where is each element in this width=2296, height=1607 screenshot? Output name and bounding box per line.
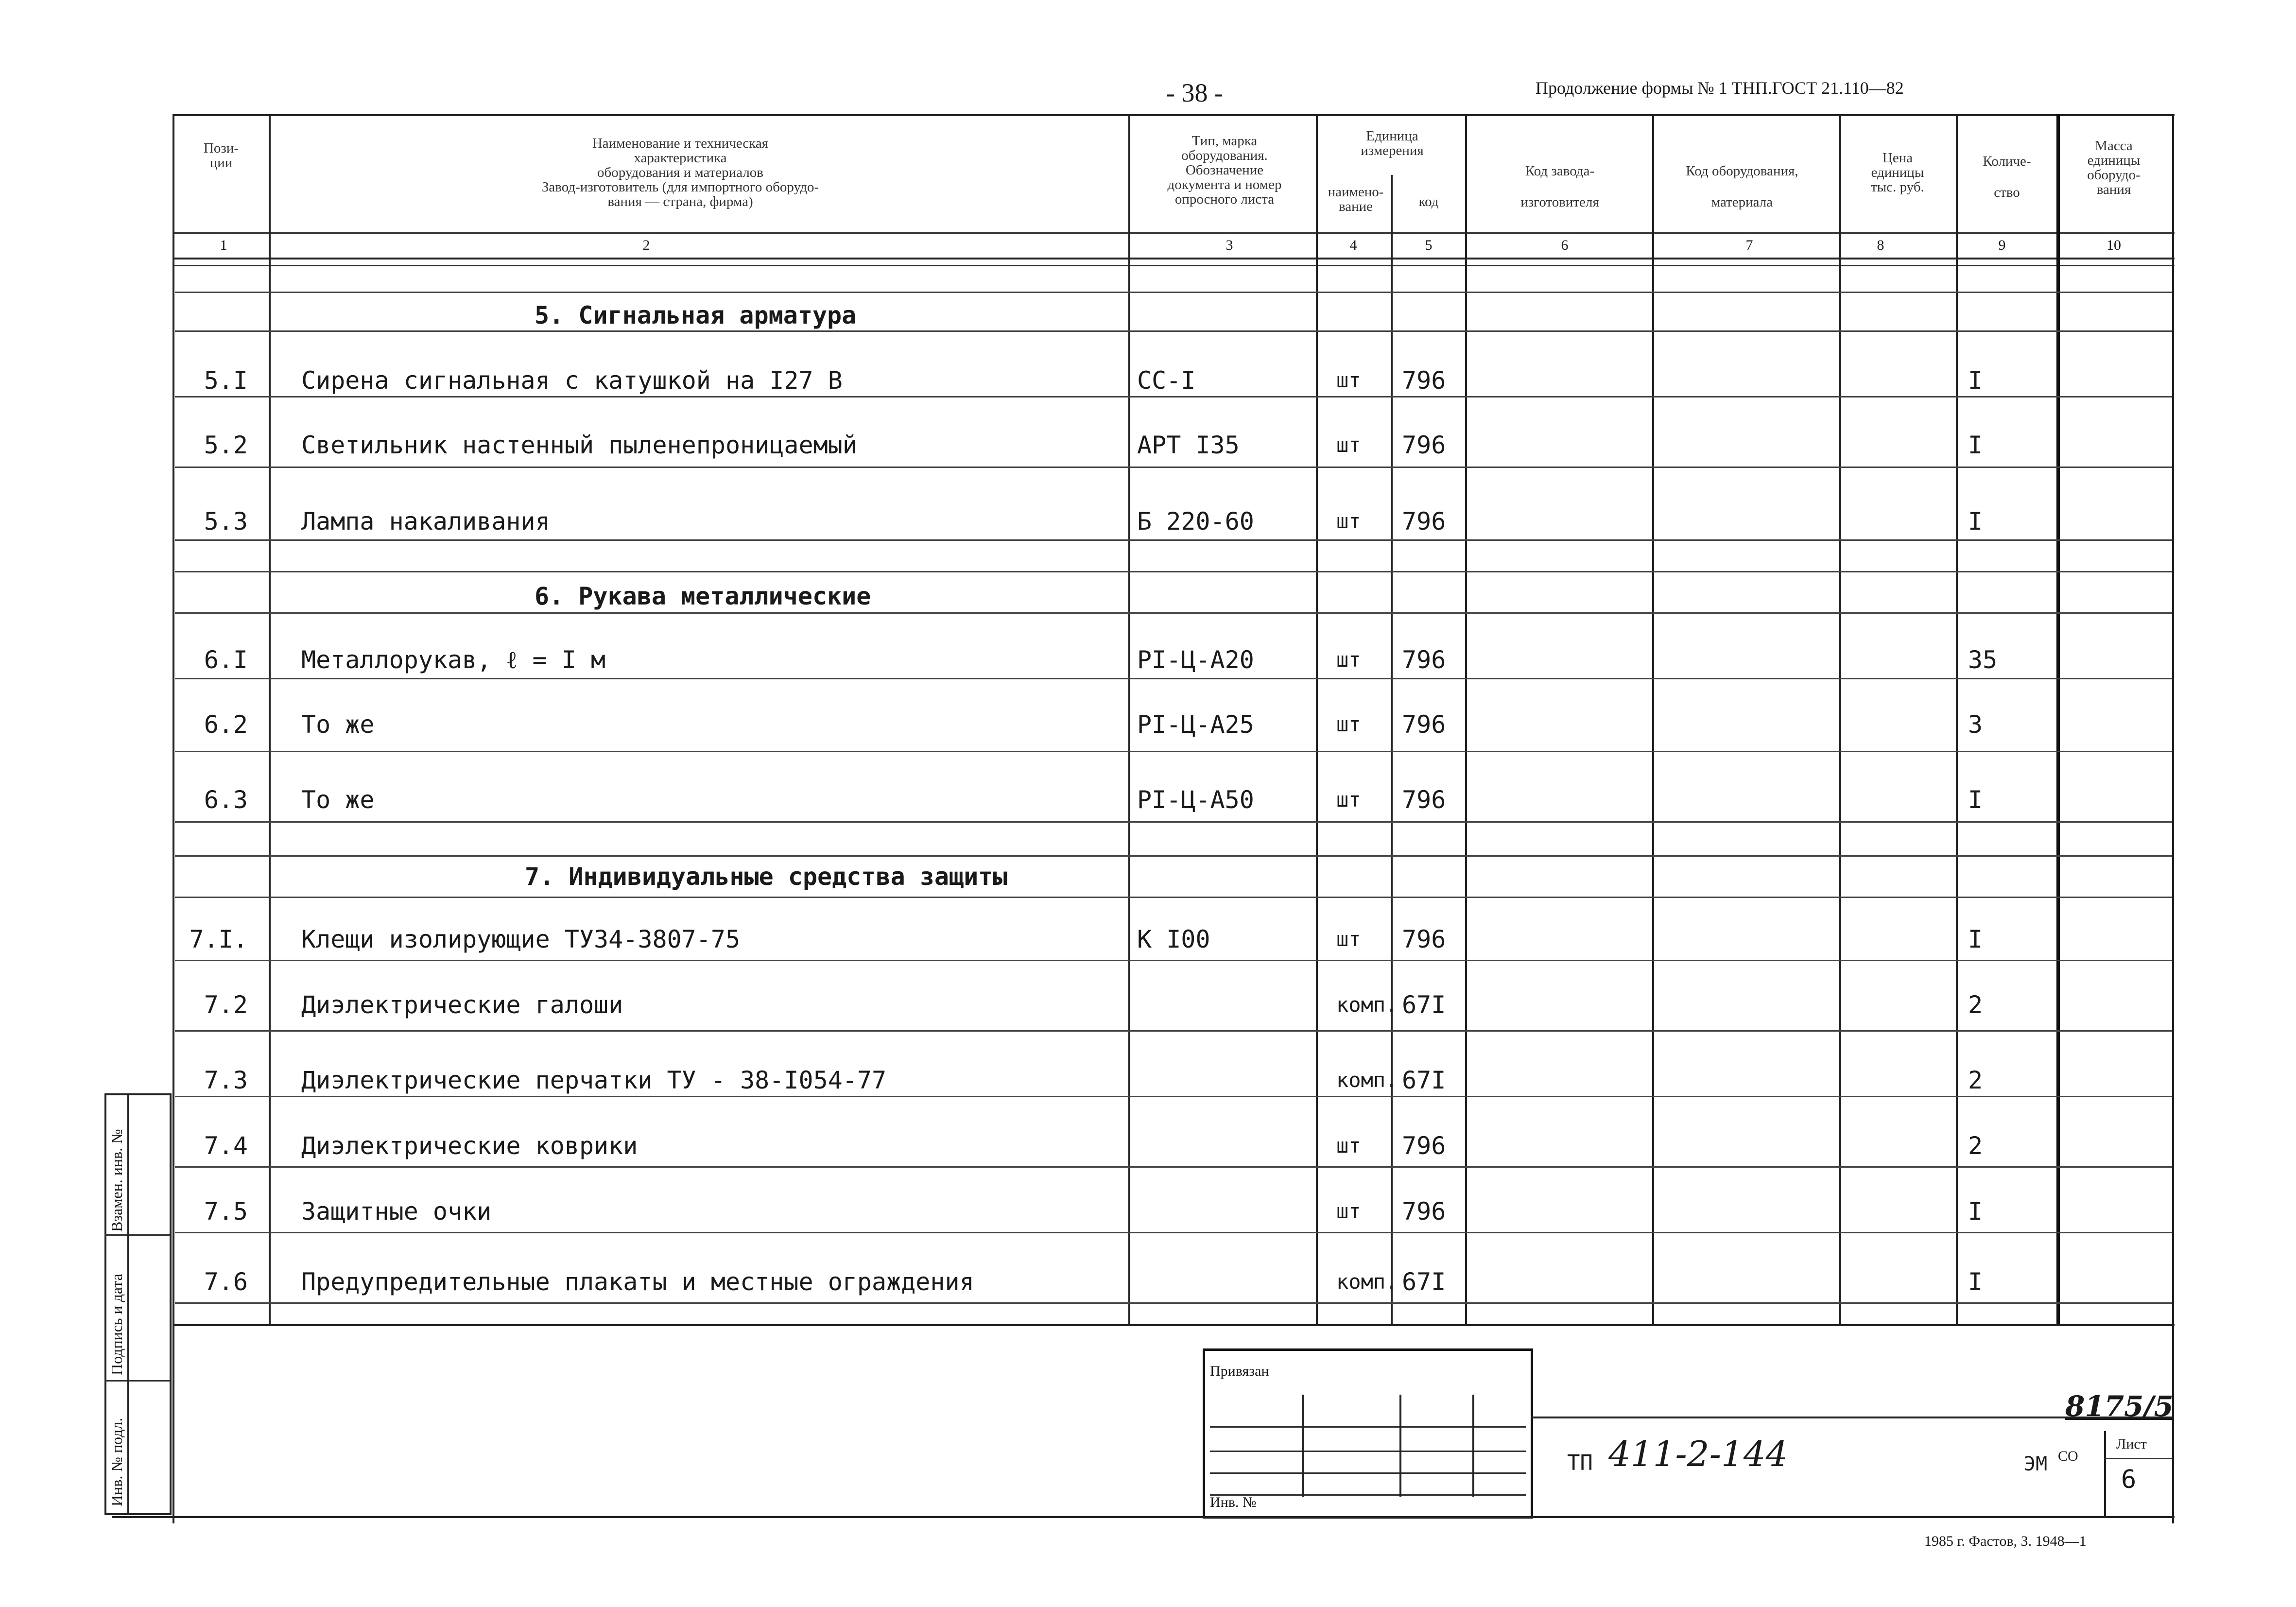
handwritten-doc-code: 411-2-144 [1608,1434,1788,1474]
privyazan-vline-3 [1472,1395,1474,1497]
archive-number: 8175/5 [2065,1390,2174,1423]
margin-label-inv-podl: Инв. № подл. [108,1417,125,1506]
row-quantity: I [1968,786,1983,814]
privyazan-line-4 [1210,1494,1526,1496]
col-head-5: код [1418,194,1439,209]
row-unit-name: комп. [1336,1270,1398,1294]
row-unit-code: 796 [1402,366,1446,395]
col-num-7: 7 [1745,237,1753,253]
row-unit-name: шт [1336,509,1361,533]
col-line-4 [1391,175,1393,1324]
col-line-5 [1465,114,1467,1324]
row-item-name: То же [301,710,375,739]
row-item-name: Предупредительные плакаты и местные ограждения [301,1268,974,1296]
row-unit-code: 67I [1402,1066,1446,1094]
margin-label-vzamen: Взамен. инв. № [108,1129,125,1232]
row-item-name: То же [301,786,375,814]
row-item-name: Клещи изолирующие ТУ34-3807-75 [301,925,741,953]
section-7-title: 7. Индивидуальные средства защиты [525,863,1008,891]
page-number: - 38 - [1166,78,1223,107]
row-position: 6.I [204,646,248,674]
row-separator [175,1166,2172,1168]
margin-label-podpis: Подпись и дата [108,1274,125,1375]
row-item-name: Светильник настенный пыленепроницаемый [301,431,857,459]
row-item-name: Сирена сигнальная с катушкой на I27 В [301,366,843,395]
row-quantity: 2 [1968,991,1983,1019]
col-head-4: наимено- вание [1328,184,1384,214]
col-line-1 [269,114,271,1324]
printer-footer: 1985 г. Фастов, З. 1948—1 [1924,1533,2087,1549]
section-code: ЭМ [2024,1453,2048,1475]
tp-prefix: ТП [1567,1451,1593,1475]
col-line-7 [1839,114,1841,1324]
row-type-mark: СС-I [1137,366,1196,395]
margin-stamp-vline [127,1093,129,1513]
header-bottom-border [173,258,2175,259]
row-quantity: I [1968,366,1983,395]
col-head-2: Наименование и техническая характеристика оборудования и материалов Завод-изготовитель (для импортного оборудо- вания — страна, фирма) [541,136,819,209]
row-unit-code: 796 [1402,925,1446,953]
row-unit-name: комп. [1336,993,1398,1017]
col-num-1: 1 [220,237,227,253]
col-num-10: 10 [2106,237,2121,253]
col-num-9: 9 [1998,237,2006,253]
row-unit-name: шт [1336,927,1361,951]
margin-stamp-div-2 [104,1380,170,1382]
row-position: 7.3 [204,1066,248,1094]
privyazan-line-3 [1210,1472,1526,1474]
row-unit-code: 796 [1402,1132,1446,1160]
col-line-8 [1956,114,1958,1324]
row-separator [175,855,2172,857]
row-position: 7.6 [204,1268,248,1296]
row-separator [175,467,2172,468]
col-head-6: Код завода- изготовителя [1520,163,1599,210]
table-left-border [173,114,174,1523]
col-head-1: Пози- ции [203,140,239,171]
col-num-6: 6 [1561,237,1569,253]
row-quantity: I [1968,507,1983,536]
row-position: 7.I. [189,925,248,953]
row-unit-code: 796 [1402,710,1446,739]
row-quantity: 3 [1968,710,1983,739]
row-position: 6.2 [204,710,248,739]
sheet-cell-border [2104,1431,2106,1516]
row-quantity: 2 [1968,1132,1983,1160]
row-separator [175,751,2172,752]
inv-no-label: Инв. № [1210,1494,1257,1510]
row-quantity: I [1968,431,1983,459]
col-head-3: Тип, марка оборудования. Обозначение документа и номер опросного листа [1167,133,1282,207]
row-separator [175,1096,2172,1097]
row-item-name: Диэлектрические перчатки ТУ - 38-I054-77 [301,1066,887,1094]
col-line-9 [2056,114,2060,1324]
header-divider [173,232,2175,234]
row-position: 6.3 [204,786,248,814]
unit-group-head: Единица измерения [1361,128,1424,158]
row-position: 7.4 [204,1132,248,1160]
row-position: 5.3 [204,507,248,536]
row-unit-name: комп. [1336,1068,1398,1092]
sheet-cell-divider [2104,1458,2172,1459]
row-type-mark: АРТ I35 [1137,431,1240,459]
row-unit-code: 67I [1402,1268,1446,1296]
row-separator [175,539,2172,541]
margin-stamp-div-1 [104,1234,170,1236]
row-separator [175,612,2172,614]
header-bottom-border-2 [173,265,2175,266]
row-separator [175,1302,2172,1304]
col-num-5: 5 [1425,237,1433,253]
sheet-label: Лист [2116,1436,2147,1452]
row-quantity: I [1968,925,1983,953]
row-unit-name: шт [1336,648,1361,672]
row-separator [175,292,2172,293]
section-5-title: 5. Сигнальная арматура [535,301,857,329]
row-unit-name: шт [1336,1134,1361,1158]
section-suffix: СО [2058,1448,2078,1464]
privyazan-line-2 [1210,1451,1526,1452]
form-continuation-note: Продолжение формы № 1 ТНП.ГОСТ 21.110—82 [1536,78,1904,98]
col-line-2 [1128,114,1130,1324]
row-unit-name: шт [1336,788,1361,812]
col-head-9: Количе- ство [1983,154,2031,200]
col-num-2: 2 [642,237,650,253]
row-quantity: I [1968,1197,1983,1226]
row-separator [175,571,2172,572]
row-position: 5.2 [204,431,248,459]
row-unit-code: 796 [1402,1197,1446,1226]
row-quantity: 35 [1968,646,1998,674]
col-line-6 [1652,114,1654,1324]
row-separator [175,1030,2172,1032]
row-type-mark: РI-Ц-А25 [1137,710,1254,739]
col-num-4: 4 [1349,237,1357,253]
col-line-3 [1316,114,1318,1324]
row-type-mark: Б 220-60 [1137,507,1254,536]
col-head-8: Цена единицы тыс. руб. [1871,150,1924,195]
col-num-3: 3 [1226,237,1233,253]
table-top-border [173,114,2175,116]
row-position: 7.2 [204,991,248,1019]
privyazan-vline-2 [1399,1395,1401,1497]
col-head-10: Масса единицы оборудо- вания [2087,138,2141,197]
row-type-mark: РI-Ц-А50 [1137,786,1254,814]
col-num-8: 8 [1877,237,1884,253]
row-position: 5.I [204,366,248,395]
row-unit-name: шт [1336,1199,1361,1223]
row-unit-name: шт [1336,712,1361,736]
privyazan-vline-1 [1302,1395,1304,1497]
row-quantity: I [1968,1268,1983,1296]
row-type-mark: РI-Ц-А20 [1137,646,1254,674]
row-unit-code: 796 [1402,507,1446,536]
row-position: 7.5 [204,1197,248,1226]
row-unit-code: 796 [1402,786,1446,814]
sheet-number: 6 [2121,1465,2137,1494]
section-6-title: 6. Рукава металлические [535,582,871,610]
row-item-name: Диэлектрические галоши [301,991,623,1019]
table-right-border [2172,114,2174,1523]
row-item-name: Лампа накаливания [301,507,550,536]
row-separator [175,678,2172,679]
row-type-mark: К I00 [1137,925,1210,953]
table-bottom-border [173,1324,2175,1326]
privyazan-label: Привязан [1210,1363,1269,1379]
row-separator [175,821,2172,823]
row-item-name: Диэлектрические коврики [301,1132,638,1160]
row-unit-name: шт [1336,368,1361,392]
page-bottom-border [112,1516,2175,1518]
privyazan-line-1 [1210,1426,1526,1428]
row-unit-code: 796 [1402,431,1446,459]
row-separator [175,1232,2172,1233]
row-separator [175,330,2172,332]
col-head-7: Код оборудования, материала [1686,163,1798,210]
row-unit-name: шт [1336,433,1361,457]
row-separator [175,897,2172,898]
row-item-name: Защитные очки [301,1197,492,1226]
row-separator [175,960,2172,961]
row-quantity: 2 [1968,1066,1983,1094]
row-unit-code: 67I [1402,991,1446,1019]
row-unit-code: 796 [1402,646,1446,674]
row-item-name: Металлорукав, ℓ = I м [301,646,606,674]
row-separator [175,396,2172,397]
